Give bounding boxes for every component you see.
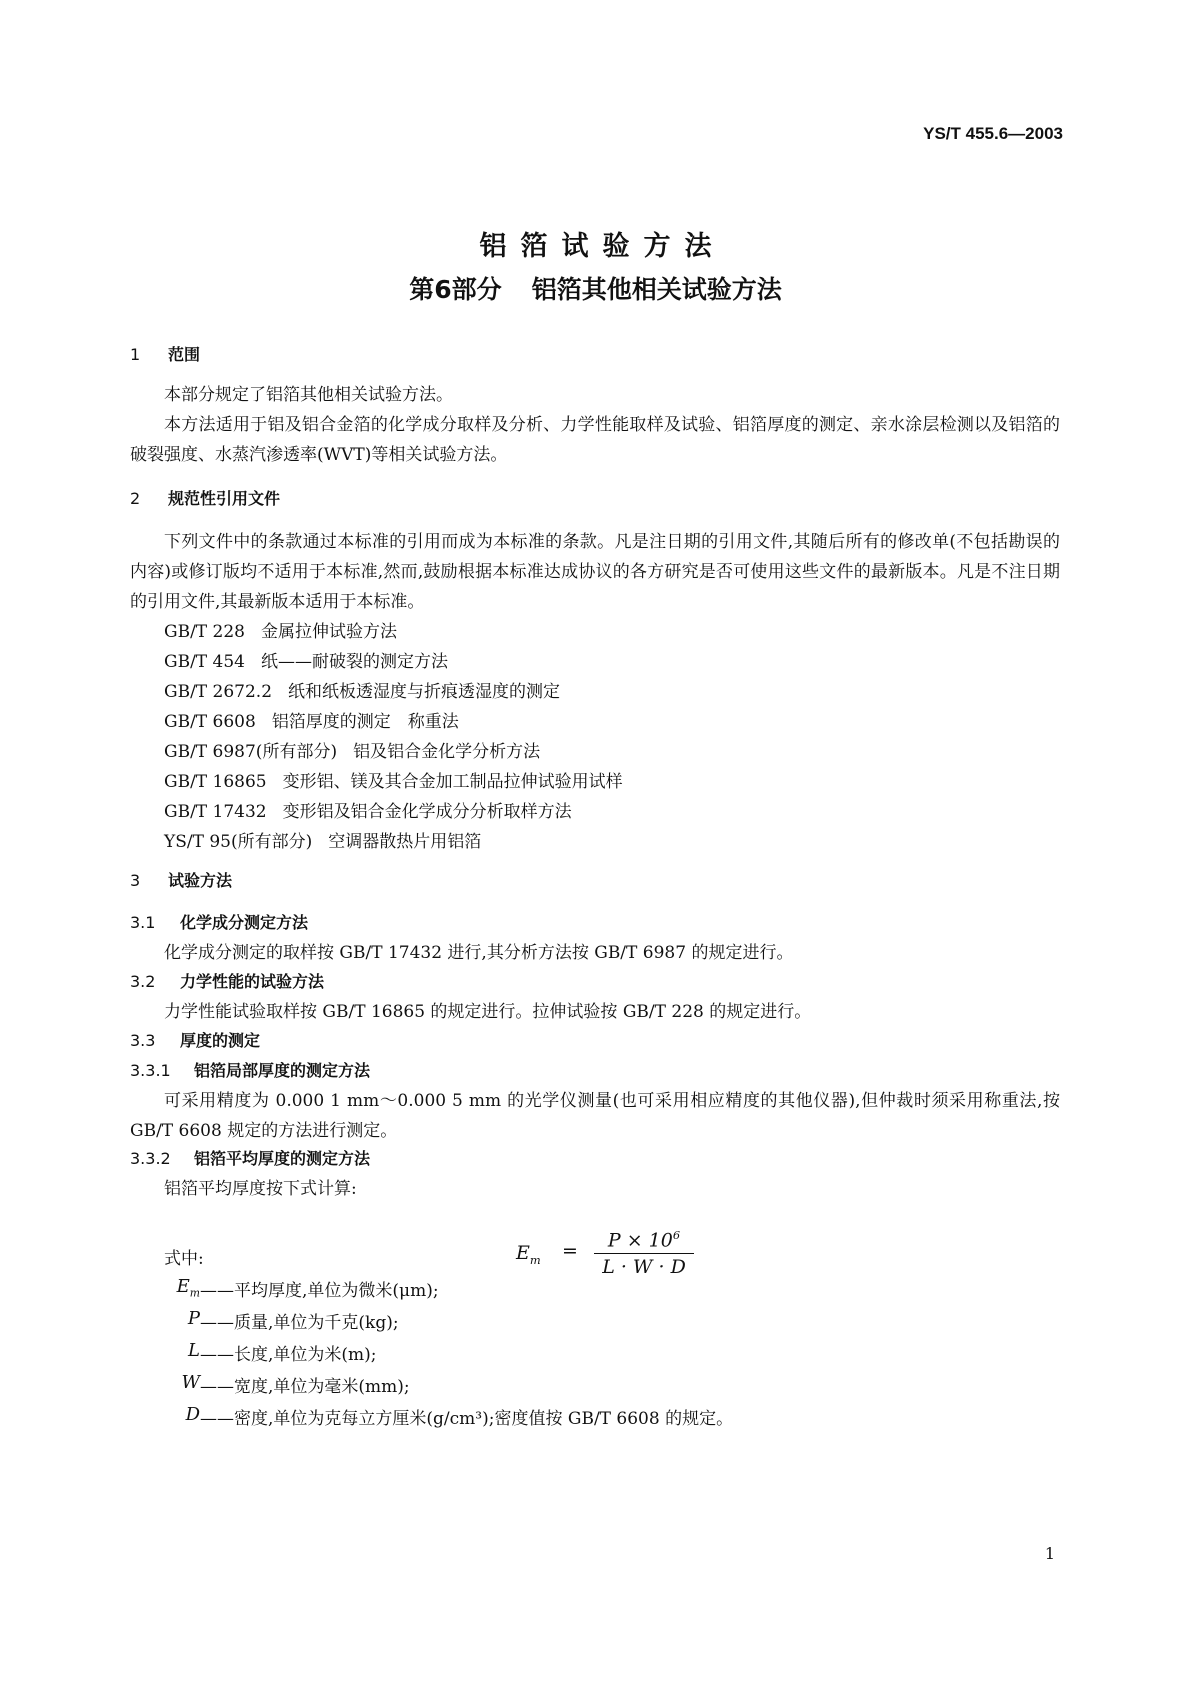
subsection-heading <box>130 1056 1060 1086</box>
subsection-heading <box>130 1144 1060 1174</box>
subsection-heading <box>130 908 1060 938</box>
formula-lhs: $E_m$ <box>516 1242 541 1267</box>
section-1 <box>130 340 1060 370</box>
legend-symbol: $E_m$ <box>176 1276 200 1300</box>
section-title: 规范性引用文件 <box>168 489 281 508</box>
section-number: 3.3.1 <box>130 1061 171 1080</box>
section-heading <box>130 866 1060 896</box>
legend-definition: ——宽度,单位为毫米(mm); <box>200 1377 410 1397</box>
paragraph: 本方法适用于铝及铝合金箔的化学成分取样及分析、力学性能取样及试验、铝箔厚度的测定、亲水涂层检测以及铝箔的破裂强度、水蒸汽渗透率(WVT)等相关试验方法。 <box>130 415 1060 465</box>
section-number: 3 <box>130 871 141 890</box>
section-title: 化学成分测定方法 <box>180 913 309 932</box>
section-3 <box>130 866 1060 896</box>
reference-code: GB/T 6608 <box>164 712 256 732</box>
subsection-heading <box>130 1026 1060 1056</box>
paragraph: 化学成分测定的取样按 GB/T 17432 进行,其分析方法按 GB/T 6987 的规定进行。 <box>164 943 794 963</box>
section-title: 试验方法 <box>168 871 233 890</box>
reference-title: 铝及铝合金化学分析方法 <box>353 742 541 762</box>
section-number: 3.1 <box>130 913 156 932</box>
paragraph: 下列文件中的条款通过本标准的引用而成为本标准的条款。凡是注日期的引用文件,其随后所有的修改单(不包括勘误的内容)或修订版均不适用于本标准,然而,鼓励根据本标准达成协议的各方研究是否可使用这些文件的最新版本。凡是不注日期的引用文件,其最新版本适用于本标准。 <box>130 532 1060 612</box>
formula-legend-intro: 式中: <box>164 1249 204 1269</box>
section-heading <box>130 484 1060 514</box>
part-number: 第6部分 <box>409 275 502 304</box>
formula-equals: = <box>562 1240 578 1262</box>
reference-code: GB/T 17432 <box>164 802 267 822</box>
section-heading <box>130 340 1060 370</box>
reference-item <box>130 827 1060 857</box>
section-1-body <box>130 380 1060 470</box>
reference-title: 金属拉伸试验方法 <box>261 622 397 642</box>
section-3-1 <box>130 908 1060 968</box>
section-3-3-2 <box>130 1144 1060 1204</box>
legend-definition: ——密度,单位为克每立方厘米(g/cm³);密度值按 GB/T 6608 的规定。 <box>200 1409 734 1429</box>
reference-item <box>130 797 1060 827</box>
reference-item <box>130 677 1060 707</box>
reference-code: GB/T 228 <box>164 622 245 642</box>
reference-title: 铝箔厚度的测定 称重法 <box>271 712 459 732</box>
section-title: 铝箔平均厚度的测定方法 <box>194 1149 371 1168</box>
reference-code: GB/T 16865 <box>164 772 267 792</box>
legend-definition: ——质量,单位为千克(kg); <box>200 1313 399 1333</box>
paragraph: 力学性能试验取样按 GB/T 16865 的规定进行。拉伸试验按 GB/T 228 的规定进行。 <box>164 1002 812 1022</box>
standard-code: YS/T 455.6—2003 <box>923 124 1063 143</box>
reference-title: 纸——耐破裂的测定方法 <box>261 652 448 672</box>
section-title: 力学性能的试验方法 <box>180 972 325 991</box>
section-title: 铝箔局部厚度的测定方法 <box>194 1061 371 1080</box>
reference-item <box>130 647 1060 677</box>
document-title: 铝箔试验方法 <box>479 231 726 262</box>
section-title: 范围 <box>168 345 201 364</box>
section-3-3-1 <box>130 1056 1060 1146</box>
section-number: 1 <box>130 345 141 364</box>
section-2-body <box>130 527 1060 857</box>
legend-definition: ——平均厚度,单位为微米(μm); <box>200 1281 439 1301</box>
section-number: 2 <box>130 489 141 508</box>
formula-denominator: L · W · D <box>602 1256 686 1279</box>
paragraph: 可采用精度为 0.000 1 mm～0.000 5 mm 的光学仪测量(也可采用相应精度的其他仪器),但仲裁时须采用称重法,按 GB/T 6608 规定的方法进行测定。 <box>130 1091 1060 1141</box>
reference-item <box>130 617 1060 647</box>
reference-code: YS/T 95(所有部分) <box>164 832 313 852</box>
reference-title: 空调器散热片用铝箔 <box>328 832 482 852</box>
section-3-2 <box>130 967 1060 1027</box>
page-number: 1 <box>1044 1544 1055 1563</box>
legend-symbol: P <box>187 1308 200 1329</box>
legend-symbol: D <box>185 1404 200 1425</box>
reference-code: GB/T 6987(所有部分) <box>164 742 338 762</box>
paragraph: 铝箔平均厚度按下式计算: <box>164 1179 357 1199</box>
reference-title: 变形铝及铝合金化学成分分析取样方法 <box>282 802 572 822</box>
document-subtitle <box>0 270 1191 306</box>
section-2 <box>130 484 1060 514</box>
reference-title: 变形铝、镁及其合金加工制品拉伸试验用试样 <box>282 772 623 792</box>
subsection-heading <box>130 967 1060 997</box>
reference-item <box>130 767 1060 797</box>
section-title: 厚度的测定 <box>180 1031 261 1050</box>
reference-item <box>130 737 1060 767</box>
section-number: 3.3.2 <box>130 1149 171 1168</box>
legend-symbol: L <box>188 1340 200 1361</box>
reference-item <box>130 707 1060 737</box>
section-number: 3.3 <box>130 1031 156 1050</box>
legend-definition: ——长度,单位为米(m); <box>200 1345 377 1365</box>
reference-title: 纸和纸板透湿度与折痕透湿度的测定 <box>288 682 561 702</box>
part-name: 铝箔其他相关试验方法 <box>531 275 782 304</box>
reference-code: GB/T 2672.2 <box>164 682 273 702</box>
section-3-3 <box>130 1026 1060 1056</box>
formula-numerator: $P \times 10^6$ <box>594 1228 694 1254</box>
paragraph: 本部分规定了铝箔其他相关试验方法。 <box>164 385 453 405</box>
legend-symbol: W <box>181 1372 200 1393</box>
section-number: 3.2 <box>130 972 156 991</box>
reference-code: GB/T 454 <box>164 652 245 672</box>
